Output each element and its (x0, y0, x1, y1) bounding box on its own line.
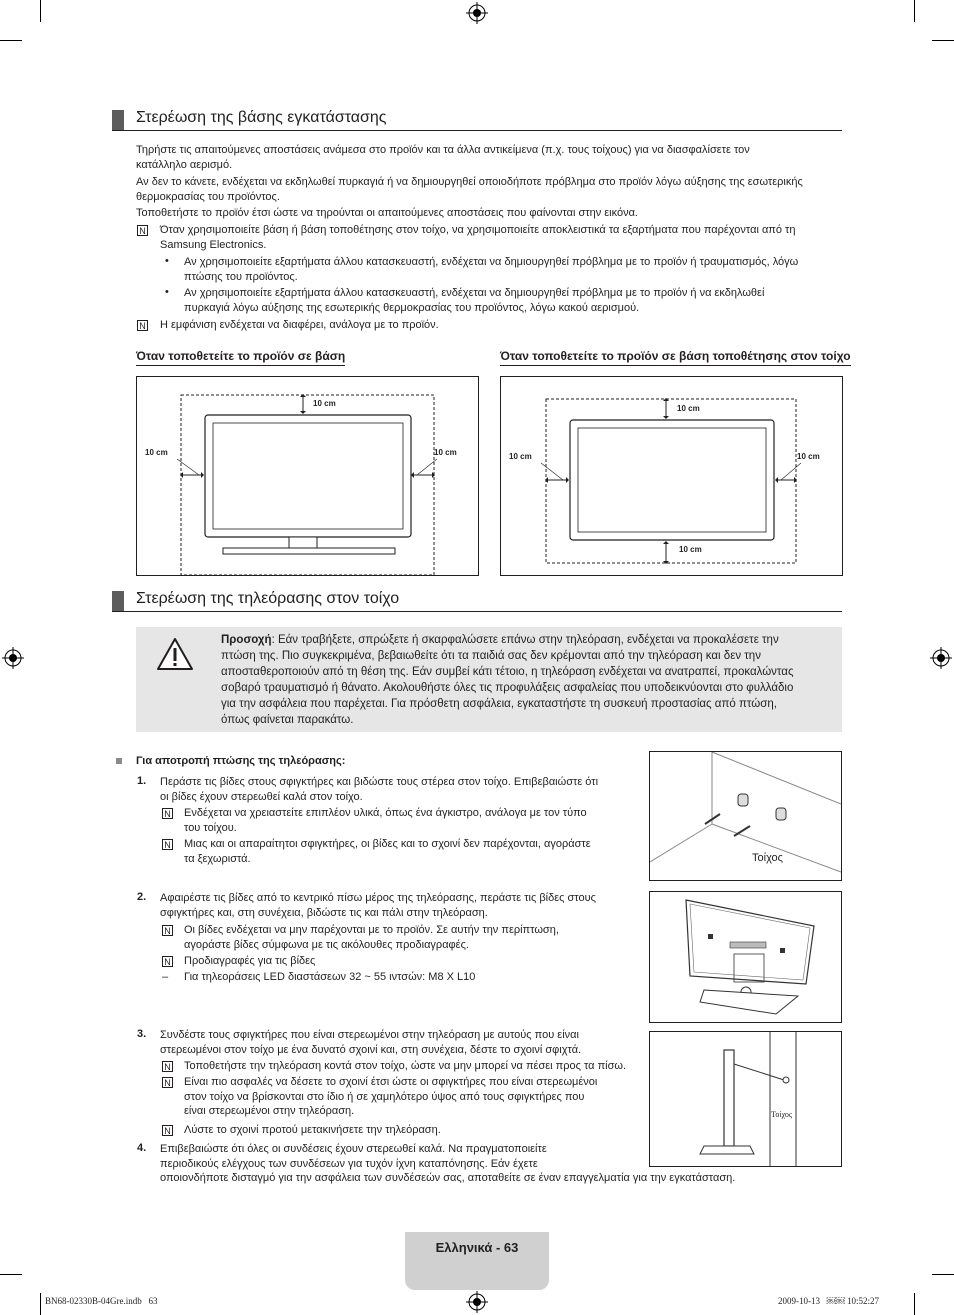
section-rule (112, 130, 842, 131)
wall-label: Τοίχος (771, 1110, 793, 1119)
wall-bracket-drawing (650, 752, 841, 880)
heading-square-bullet (116, 758, 122, 764)
note-icon (162, 1061, 173, 1072)
dim-label-right: 10 cm (797, 452, 820, 461)
registration-mark-icon (2, 647, 24, 669)
step3-text: Συνδέστε τους σφιγκτήρες που είναι στερεωμένοι στην τηλεόραση με αυτούς που είναι στερεωμένοι στον τοίχο με ένα δυνατό σχοινί και, στη συνέχεια, δέστε το σχοινί σφιχτά. (160, 1029, 582, 1056)
file-slug: BN68-02330B-04Gre.indb 63 (45, 1296, 158, 1306)
step2-text: Αφαιρέστε τις βίδες από το κεντρικό πίσω μέρος της τηλεόρασης, περάστε τις βίδες στους σφιγκτήρες και, στη συνέχεια, βιδώστε τις και πάλι στην τηλεόραση. (160, 892, 596, 919)
print-date: 2009-10-13 ￼￼ 10:52:27 (778, 1296, 879, 1306)
tv-back-drawing (650, 892, 841, 1022)
note-icon (137, 225, 148, 236)
registration-mark-icon (466, 2, 488, 24)
subheading-stand: Όταν τοποθετείτε το προϊόν σε βάση (136, 349, 345, 366)
note-accessories: Όταν χρησιμοποιείτε βάση ή βάση τοποθέτησης στον τοίχο, να χρησιμοποιείτε αποκλειστικά τα εξαρτήματα που παρέχονται από τη Samsung Electronics. (160, 224, 796, 251)
crop-mark (914, 0, 915, 22)
diagram-wall-mount-box (500, 376, 843, 576)
bullet-fire: Αν χρησιμοποιείτε εξαρτήματα άλλου κατασκευαστή, ενδέχεται να δημιουργηθεί πρόβλημα με το προϊόν ή να εκδηλωθεί πυρκαγιά λόγω αύξησης της εσωτερικής θερμοκρασίας του προϊόντος, λόγω κακού αερισμού. (184, 287, 765, 314)
note-icon (162, 839, 173, 850)
crop-mark (40, 0, 41, 22)
warning-triangle-icon (156, 637, 194, 671)
tv-on-stand-illustration (137, 377, 478, 575)
svg-text:N: N (164, 1062, 171, 1072)
section-rule (112, 611, 842, 612)
bullet-injury: Αν χρησιμοποιείτε εξαρτήματα άλλου κατασκευαστή, ενδέχεται να δημιουργηθεί πρόβλημα με το προϊόν ή τραυματισμός, λόγω πτώσης του προϊόντος. (184, 256, 799, 283)
note-icon (137, 320, 148, 331)
wall-label: Τοίχος (752, 852, 783, 864)
step3-note1: Τοποθετήστε την τηλεόραση κοντά στον τοίχο, ώστε να μην μπορεί να πέσει προς τα πίσω. (184, 1060, 627, 1072)
dim-label-top: 10 cm (677, 404, 700, 413)
step4-text: Επιβεβαιώστε ότι όλες οι συνδέσεις έχουν στερεωθεί καλά. Να πραγματοποιείτε περιοδικούς ελέγχους των συνδέσεων για τυχόν ίχνη καταπόνησης. Εάν έχετε οποιονδήποτε δισταγμό για την ασφάλεια των συνδέσεών σας, αποταθείτε σε έναν επαγγελματία για την εγκατάσταση. (160, 1143, 736, 1185)
registration-mark-icon (466, 1291, 488, 1313)
crop-mark (932, 40, 954, 41)
bullet-dot: • (165, 286, 169, 298)
step2-note2: Προδιαγραφές για τις βίδες (184, 955, 316, 967)
note-icon (162, 808, 173, 819)
page-label: Ελληνικά - 63 (435, 1240, 519, 1255)
section-bar (112, 591, 124, 611)
svg-text:N: N (164, 1078, 171, 1088)
svg-text:N: N (164, 957, 171, 967)
dash: – (162, 971, 169, 983)
svg-text:N: N (164, 840, 171, 850)
note-icon (162, 1125, 173, 1136)
paragraph-distances: Τοποθετήστε το προϊόν έτσι ώστε να τηρούνται οι απαιτούμενες αποστάσεις που φαίνονται στην εικόνα. (136, 207, 638, 219)
step2-note1: Οι βίδες ενδέχεται να μην παρέχονται με το προϊόν. Σε αυτήν την περίπτωση, αγοράστε βίδες σύμφωνα με τις ακόλουθες προδιαγραφές. (184, 924, 559, 951)
dim-label-right: 10 cm (434, 448, 457, 457)
step1-note1: Ενδέχεται να χρειαστείτε επιπλέον υλικά, όπως ένα άγκιστρο, ανάλογα με τον τύπο του τοίχου. (184, 807, 587, 834)
step-number: 1. (137, 775, 147, 787)
step2-screw-spec: Για τηλεοράσεις LED διαστάσεων 32 ~ 55 ιντσών: M8 X L10 (184, 971, 476, 983)
diagram-stand-box (136, 376, 479, 576)
page-number-tab (405, 1232, 549, 1290)
step-number: 4. (137, 1142, 147, 1154)
registration-mark-icon (930, 647, 952, 669)
bullet-dot: • (165, 255, 169, 267)
section-bar (112, 110, 124, 130)
step3-note2: Είναι πιο ασφαλές να δέσετε το σχοινί έτσι ώστε οι σφιγκτήρες που είναι στερεωμένοι στον τοίχο να βρίσκονται στο ίδιο ή σε χαμηλότερο ύψος από τους σφιγκτήρες που είναι στερεωμένοι στην τηλεόραση. (184, 1076, 598, 1118)
crop-mark (0, 40, 22, 41)
step1-text: Περάστε τις βίδες στους σφιγκτήρες και βιδώστε τους στέρεα στον τοίχο. Επιβεβαιώστε ότι οι βίδες έχουν στερεωθεί καλά στον τοίχο. (160, 776, 599, 803)
subheading-wall-mount: Όταν τοποθετείτε το προϊόν σε βάση τοποθέτησης στον τοίχο (500, 349, 851, 366)
paragraph-fire: Αν δεν το κάνετε, ενδέχεται να εκδηλωθεί πυρκαγιά ή να δημιουργηθεί οποιοδήποτε πρόβλημα στο προϊόν λόγω αύξησης της εσωτερικής θερμοκρασίας του προϊόντος. (136, 176, 803, 203)
note-icon (162, 925, 173, 936)
caution-text: Προσοχή: Εάν τραβήξετε, σπρώξετε ή σκαρφαλώσετε επάνω στην τηλεόραση, ενδέχεται να προκαλέσετε την πτώση της. Πιο συγκεκριμένα, βεβαιωθείτε ότι τα παιδιά σας δεν κρέμονται από την τηλεόραση και δεν την αποσταθεροποιούν από τη θέση της. Εάν συμβεί κάτι τέτοιο, η τηλεόραση ενδέχεται να ανατραπεί, προκαλώντας σοβαρό τραυματισμό ή θάνατο. Ακολουθήστε όλες τις προφυλάξεις ασφαλείας που υποδεικνύονται στο φυλλάδιο για την ασφάλεια που παρέχεται. Για πρόσθετη ασφάλεια, εγκαταστήστε τη συσκευή προστασίας από πτώση, όπως φαίνεται παρακάτω. (221, 634, 794, 726)
crop-mark (932, 1274, 954, 1275)
svg-text:N: N (139, 321, 146, 331)
step3-note3: Λύστε το σχοινί προτού μετακινήσετε την τηλεόραση. (184, 1124, 441, 1136)
illustration-wall-brackets (649, 751, 842, 881)
note-appearance: Η εμφάνιση ενδέχεται να διαφέρει, ανάλογα με το προϊόν. (160, 319, 439, 331)
svg-text:N: N (164, 809, 171, 819)
step1-note2: Μιας και οι απαραίτητοι σφιγκτήρες, οι βίδες και το σχοινί δεν παρέχονται, αγοράστε τα ξεχωριστά. (184, 838, 591, 865)
crop-mark (914, 1293, 915, 1315)
dim-label-left: 10 cm (509, 452, 532, 461)
crop-mark (0, 1274, 22, 1275)
step-number: 2. (137, 891, 147, 903)
svg-text:N: N (139, 226, 146, 236)
paragraph-ventilation: Τηρήστε τις απαιτούμενες αποστάσεις ανάμεσα στο προϊόν και τα άλλα αντικείμενα (π.χ. τους τοίχους) για να διασφαλίσετε τον κατάλληλο αερισμό. (136, 144, 750, 171)
note-icon (162, 956, 173, 967)
dim-label-top: 10 cm (313, 399, 336, 408)
dim-label-bottom: 10 cm (679, 545, 702, 554)
svg-text:N: N (164, 1126, 171, 1136)
dim-label-left: 10 cm (145, 448, 168, 457)
caution-box (136, 627, 842, 732)
svg-text:N: N (164, 926, 171, 936)
illustration-tv-back (649, 891, 842, 1023)
note-icon (162, 1077, 173, 1088)
crop-mark (40, 1293, 41, 1315)
anti-tip-heading: Για αποτροπή πτώσης της τηλεόρασης: (136, 755, 346, 767)
tv-wall-mount-illustration (501, 377, 842, 575)
step-number: 3. (137, 1028, 147, 1040)
